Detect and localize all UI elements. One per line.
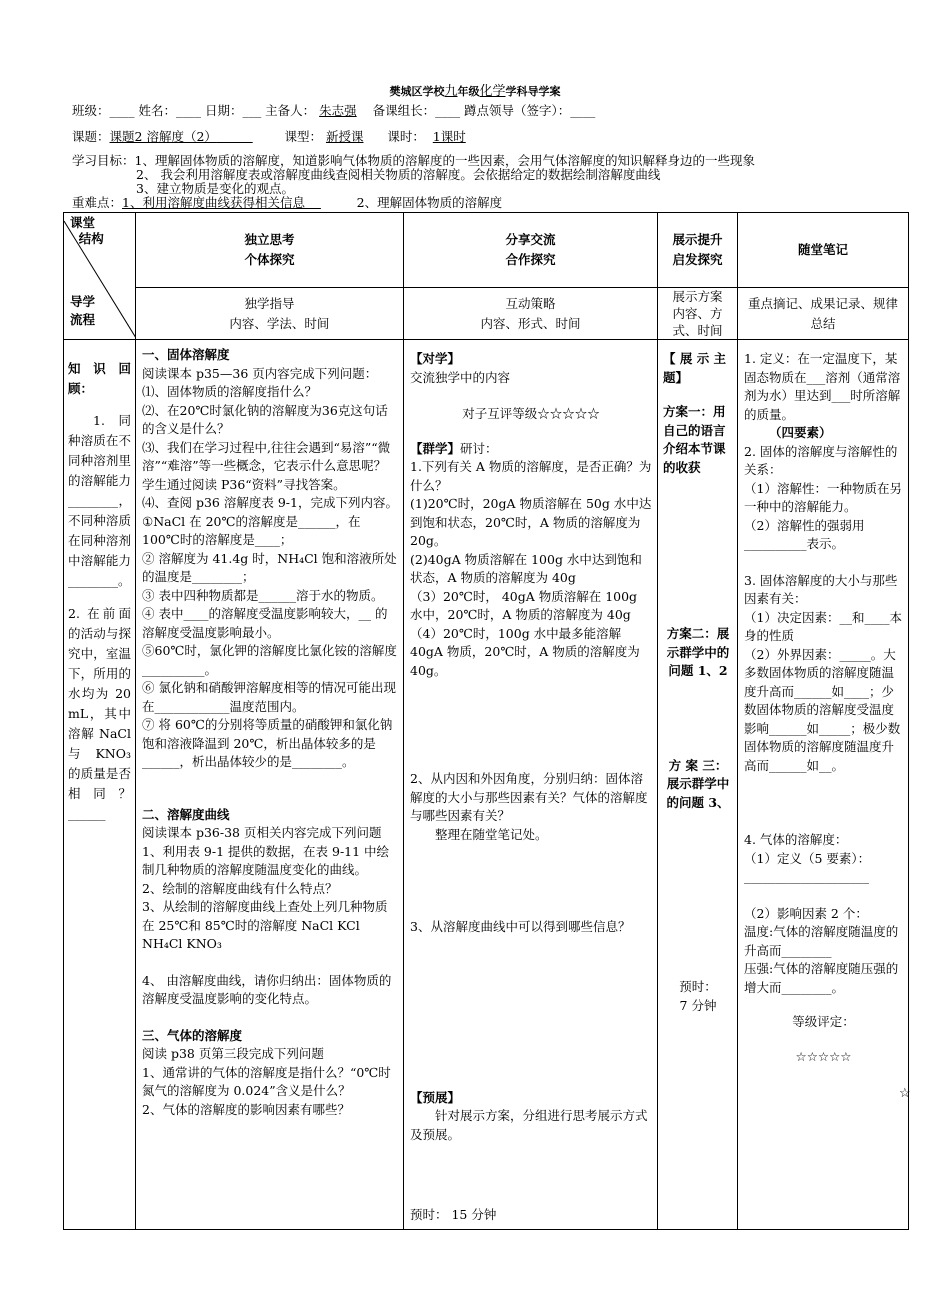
hours-value: 1课时 [432,129,466,144]
review-item-1: 1. 同种溶质在不同种溶剂里的溶解能力________，不同种溶质在同种溶剂中溶解能力________。 [68,413,131,588]
lesson-label: 课题： [72,129,110,144]
title-grade: 九 [444,84,458,99]
title-prefix: 樊城区学校 [389,85,445,98]
title-suffix: 学科导学案 [505,85,561,98]
group-line: （4）20℃时，100g 水中最多能溶解 40gA 物质，20℃时，A 物质的溶解度为 40g。 [410,625,640,678]
pair-study-line: 交流独学中的内容 [410,369,511,385]
note-1: 1. 定义：在一定温度下，某固态物质在___溶剂（通常溶剂为水）里达到___时所溶解的质量。 [744,351,901,422]
s1-line: ①NaCl 在 20℃的溶解度是______，在100℃时的溶解度是____； [142,513,361,547]
col2-header: 独立思考 个体探究 [136,213,404,288]
plan-3: 方 案 三：展示群学中的问题 3、 [666,757,730,810]
type-label: 课型： [284,129,322,144]
objective-3: 3、建立物质是变化的观点。 [136,181,294,196]
group-line: (2)40gA 物质溶解在 100g 水中达到饱和状态，A 物质的溶解度为 40g [410,551,642,585]
col2-subheader: 独学指导 内容、学法、时间 [136,288,404,340]
plan-1: 方案一：用自己的语言介绍本节课的收获 [663,404,726,475]
title-subject: 化学 [479,84,506,99]
s1-line: ⑴、固体物质的溶解度指什么？ [142,384,318,399]
objective-1: 学习目标：1、理解固体物质的溶解度，知道影响气体物质的溶解度的一些因素，会用气体溶解度的知识解释身边的一些现象 [72,153,755,168]
stray-star: ☆ [899,1086,911,1101]
document-title [0,80,950,99]
group-study-label: 研讨： [460,440,498,456]
note-2: 2. 固体的溶解度与溶解性的关系： [744,443,898,477]
s1-line: ⑦ 将 60℃的分别将等质量的硝酸钾和氯化钠饱和溶液降温到 20℃，析出晶体较多的是______，析出晶体较少的是________。 [142,717,393,769]
note-2b: （2）溶解性的强弱用__________表示。 [744,517,865,551]
s3-line: 2、气体的溶解度的影响因素有哪些？ [142,1101,350,1117]
col4-header: 展示提升 启发探究 [658,213,738,288]
key-point-1: 1、利用溶解度曲线获得相关信息 [122,195,305,210]
review-item-2: 2. 在前面的活动与探究中，室温下，所用的水均为 20 mL，其中溶解 NaCl 与 KNO₃ 的质量是否相同？______ [68,605,131,821]
plan-2: 方案二：展示群学中的问题 1、2 [666,626,730,678]
rating-stars: ☆☆☆☆☆ [795,1048,852,1064]
info-fields: 班级：____ 姓名：____ 日期：___ 主备人： [72,103,316,118]
group-line: (1)20℃时，20gA 物质溶解在 50g 水中达到饱和状态，20℃时，A 物质的溶解度为 20g。 [410,496,652,548]
objectives [72,154,932,210]
s1-line: ⑵、在20℃时氯化钠的溶解度为36克这句话的含义是什么？ [142,402,388,436]
col4-subheader: 展示方案 内容、方 式、时间 [658,288,738,340]
s3-line: 1、通常讲的气体的溶解度是指什么？“0℃时氮气的溶解度为 0.024”含义是什么？ [142,1064,391,1098]
presentation-cell [658,340,738,1230]
question-3: 3、从溶解度曲线中可以得到哪些信息？ [410,919,631,934]
note-4c: 温度:气体的溶解度随温度的升高而________ [744,924,899,958]
presentation-time-value: 7 分钟 [679,997,717,1013]
s2-line: 1、利用表 9-1 提供的数据，在表 9-11 中绘制几种物质的溶解度随温度变化的曲线。 [142,843,390,877]
note-4d: 压强:气体的溶解度随压强的增大而________。 [744,961,899,995]
s1-line: ③ 表中四种物质都是______溶于水的物质。 [142,587,384,603]
s3-line: 阅读 p38 页第三段完成下列问题 [142,1046,324,1061]
pair-study-title: 【对学】 [410,351,461,366]
cooperative-time: 预时： 15 分钟 [410,1207,497,1222]
note-4: 4. 气体的溶解度： [744,832,848,847]
group-line: 1.下列有关 A 物质的溶解度，是否正确？为什么？ [410,459,652,493]
s1-line: ⑶、我们在学习过程中,往往会遇到“易溶”“微溶”“难溶”等一些概念，它表示什么意思呢？学生通过阅读 P36“资料”寻找答案。 [142,439,391,492]
note-3a: （1）决定因素：__和____本身的性质 [744,609,902,643]
s1-line: ⑤60℃时，氯化钾的溶解度比氯化铵的溶解度__________。 [142,643,397,677]
note-3b: （2）外界因素：_____。大多数固体物质的溶解度随温度升高而______如____；少数固体物质的溶解度受温度影响______如_____；极少数固体物质的溶解度随温度升高而______如__。 [744,646,901,773]
cooperative-study-cell [404,340,658,1230]
s2-line: 2、绘制的溶解度曲线有什么特点？ [142,880,338,896]
key-points [72,196,932,210]
s2-line: 3、从绘制的溶解度曲线上查处上列几种物质在 25℃和 85℃时的溶解度 NaCl KCl NH₄Cl KNO₃ [142,899,388,951]
key-points-label: 重难点： [72,195,123,210]
lesson-table [63,212,909,1230]
pair-rating: 对子互评等级☆☆☆☆☆ [462,406,600,421]
note-2a: （1）溶解性：一种物质在另一种中的溶解能力。 [744,480,902,514]
review-title: 知 识 回 顾： [68,360,131,396]
author-name: 朱志强 [319,103,357,118]
corner-top: 课堂 结构 [70,215,104,246]
question-2-note: 整理在随堂笔记处。 [435,826,548,842]
group-line: （3）20℃时， 40gA 物质溶解在 100g 水中，20℃时，A 物质的溶解度为 40g [410,588,638,622]
preview-line: 针对展示方案，分组进行思考展示方式及预展。 [410,1108,648,1142]
col3-header: 分享交流 合作探究 [404,213,658,288]
corner-bottom: 导学 流程 [70,294,96,327]
s2-line: 阅读课本 p36-38 页相关内容完成下列问题 [142,825,382,840]
presentation-time-label: 预时： [679,979,717,994]
section-2-title: 二、溶解度曲线 [142,806,230,822]
note-1-tag: （四要素） [769,425,832,440]
info-fields-rest: 备课组长：____ 蹲点领导（签字）：____ [372,103,596,118]
note-4b: （2）影响因素 2 个： [744,905,868,921]
s1-line: ⑥ 氯化钠和硝酸钾溶解度相等的情况可能出现在____________温度范围内。 [142,680,396,714]
note-4-blank: ____________________ [744,869,869,884]
hours-label: 课时： [387,129,425,144]
info-line [72,101,595,119]
col5-header: 随堂笔记 [738,213,909,288]
note-4a: （1）定义（5 要素）： [744,850,871,866]
presentation-theme: 【 展 示 主 题】 [663,351,727,385]
s1-line: ② 溶解度为 41.4g 时，NH₄Cl 饱和溶液所处的温度是________； [142,550,397,584]
key-point-2: 2、理解固体物质的溶解度 [356,195,503,210]
group-study-title: 【群学】 [410,440,461,456]
review-cell [64,340,136,1230]
rating-label: 等级评定： [792,1014,855,1029]
col3-subheader: 互动策略 内容、形式、时间 [404,288,658,340]
s1-line: 阅读课本 p35—36 页内容完成下列问题： [142,365,378,381]
notes-cell [738,340,909,1230]
lesson-value: 课题2 溶解度（2） [109,129,217,144]
section-1-title: 一、固体溶解度 [142,347,230,362]
type-value: 新授课 [325,129,364,144]
s2-line: 4、 由溶解度曲线，请你归纳出：固体物质的溶解度受温度影响的变化特点。 [142,972,392,1006]
objective-2: 2、 我会利用溶解度表或溶解度曲线查阅相关物质的溶解度。会依据给定的数据绘制溶解度曲线 [136,167,661,182]
s1-line: ⑷、查阅 p36 溶解度表 9-1，完成下列内容。 [142,495,398,510]
note-3: 3. 固体溶解度的大小与那些因素有关： [744,572,898,606]
corner-cell [64,213,136,340]
independent-study-cell [136,340,404,1230]
lesson-line [72,127,466,145]
title-mid: 年级 [457,85,480,98]
section-3-title: 三、气体的溶解度 [142,1027,243,1043]
question-2: 2、从内因和外因角度，分别归纳：固体溶解度的大小与那些因素有关？气体的溶解度与哪些因素有关？ [410,771,648,823]
s1-line: ④ 表中____的溶解度受温度影响较大，__ 的溶解度受温度影响最小。 [142,606,388,640]
preview-title: 【预展】 [410,1089,461,1105]
col5-subheader: 重点摘记、成果记录、规律 总结 [738,288,909,340]
